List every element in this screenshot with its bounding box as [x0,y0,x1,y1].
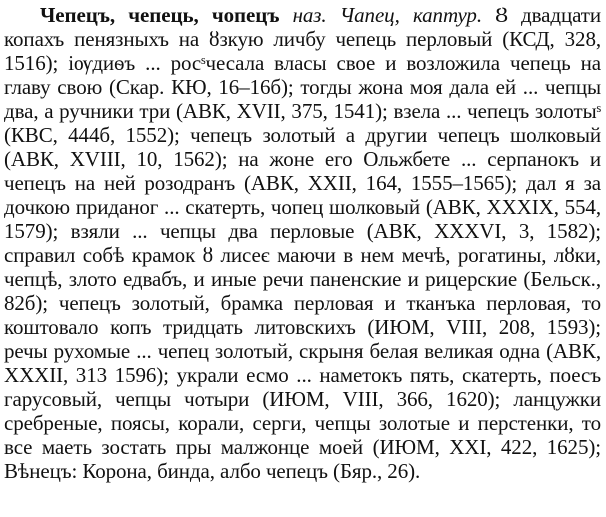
entry-body: Ȣ двадцати копахъ пенязныхъ на ȣзкую личбу чепець перловый (КСД, 328, 1516); іѹдиѳъ ... росˢчесала власы свое и возложила чепець на главу свою (Скар. КЮ, 16–16б); тогды жона моя дала ей ... чепцы два, а ручники три (АВК, XVII, 375, 1541); взела ... чепецъ золотыˢ (КВС, 444б, 1552); чепецъ золотый а другии чепецъ шолковый (АВК, XVIII, 10, 1562); на жоне его Ольжбете ... серпанокъ и чепецъ на ней розодранъ (АВК, XXII, 164, 1555–1565); дал я за дочкою приданог ... скатерть, чопец шолковый (АВК, XXXIX, 554, 1579); взяли ... чепцы два перловые (АВК, XXXVI, 3, 1582); справил собѣ крамок ȣ лисеє маючи в нем мечѣ, рогатины, лȣки, чепцѣ, злото едвабъ, и иные речи паненские и рицерские (Бельск., 82б); чепецъ золотый, брамка перловая и тканъка перловая, то коштовало копъ тридцать литовскихъ (ИЮМ, VIII, 208, 1593); речы рухомые ... чепец золотый, скрыня белая великая одна (АВК, XXXII, 313 1596); украли есмо ... наметокъ пять, скатерть, поесъ гарусовый, чепцы чотыри (ИЮМ, VIII, 366, 1620); ланцужки сребреные, поясы, корали, серги, чепцы золотые и перстенки, то все маеть зостать пры малжонце моей (ИЮМ, XXI, 422, 1625); Вѣнецъ: Корона, бинда, албо чепецъ (Бяр., 26). [4,3,601,483]
grammar-note: наз. Чапец, каптур. [292,3,482,27]
headword: Чепецъ, чепець, чопецъ [40,3,280,27]
dictionary-entry [4,0,601,483]
